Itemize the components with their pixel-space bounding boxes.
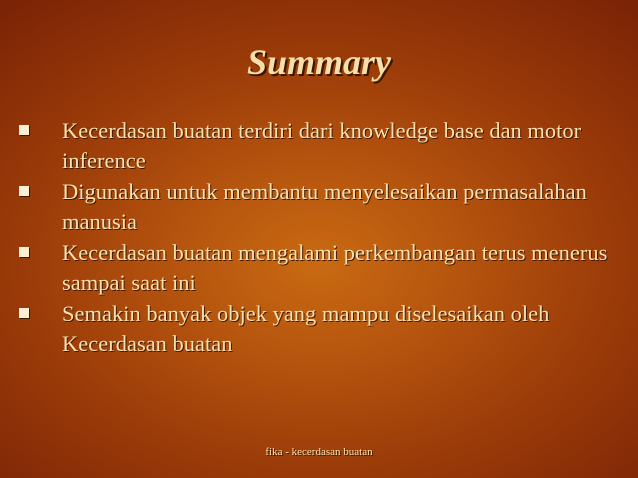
bullet-text: Kecerdasan buatan mengalami perkembangan terus menerus sampai saat ini (62, 240, 608, 295)
bullet-text: Semakin banyak objek yang mampu diselesaikan oleh Kecerdasan buatan (62, 301, 550, 356)
bullet-item (18, 116, 628, 176)
slide-footer: fika - kecerdasan buatan (265, 446, 373, 458)
bullet-item (18, 177, 628, 237)
square-bullet-icon (19, 308, 29, 318)
bullet-list (18, 116, 628, 360)
slide-title: Summary (246, 42, 392, 82)
bullet-text: Kecerdasan buatan terdiri dari knowledge base dan motor inference (62, 118, 582, 173)
square-bullet-icon (19, 125, 29, 135)
square-bullet-icon (19, 186, 29, 196)
square-bullet-icon (19, 247, 29, 257)
bullet-item (18, 238, 628, 298)
bullet-item (18, 299, 628, 359)
bullet-text: Digunakan untuk membantu menyelesaikan permasalahan manusia (62, 179, 587, 234)
